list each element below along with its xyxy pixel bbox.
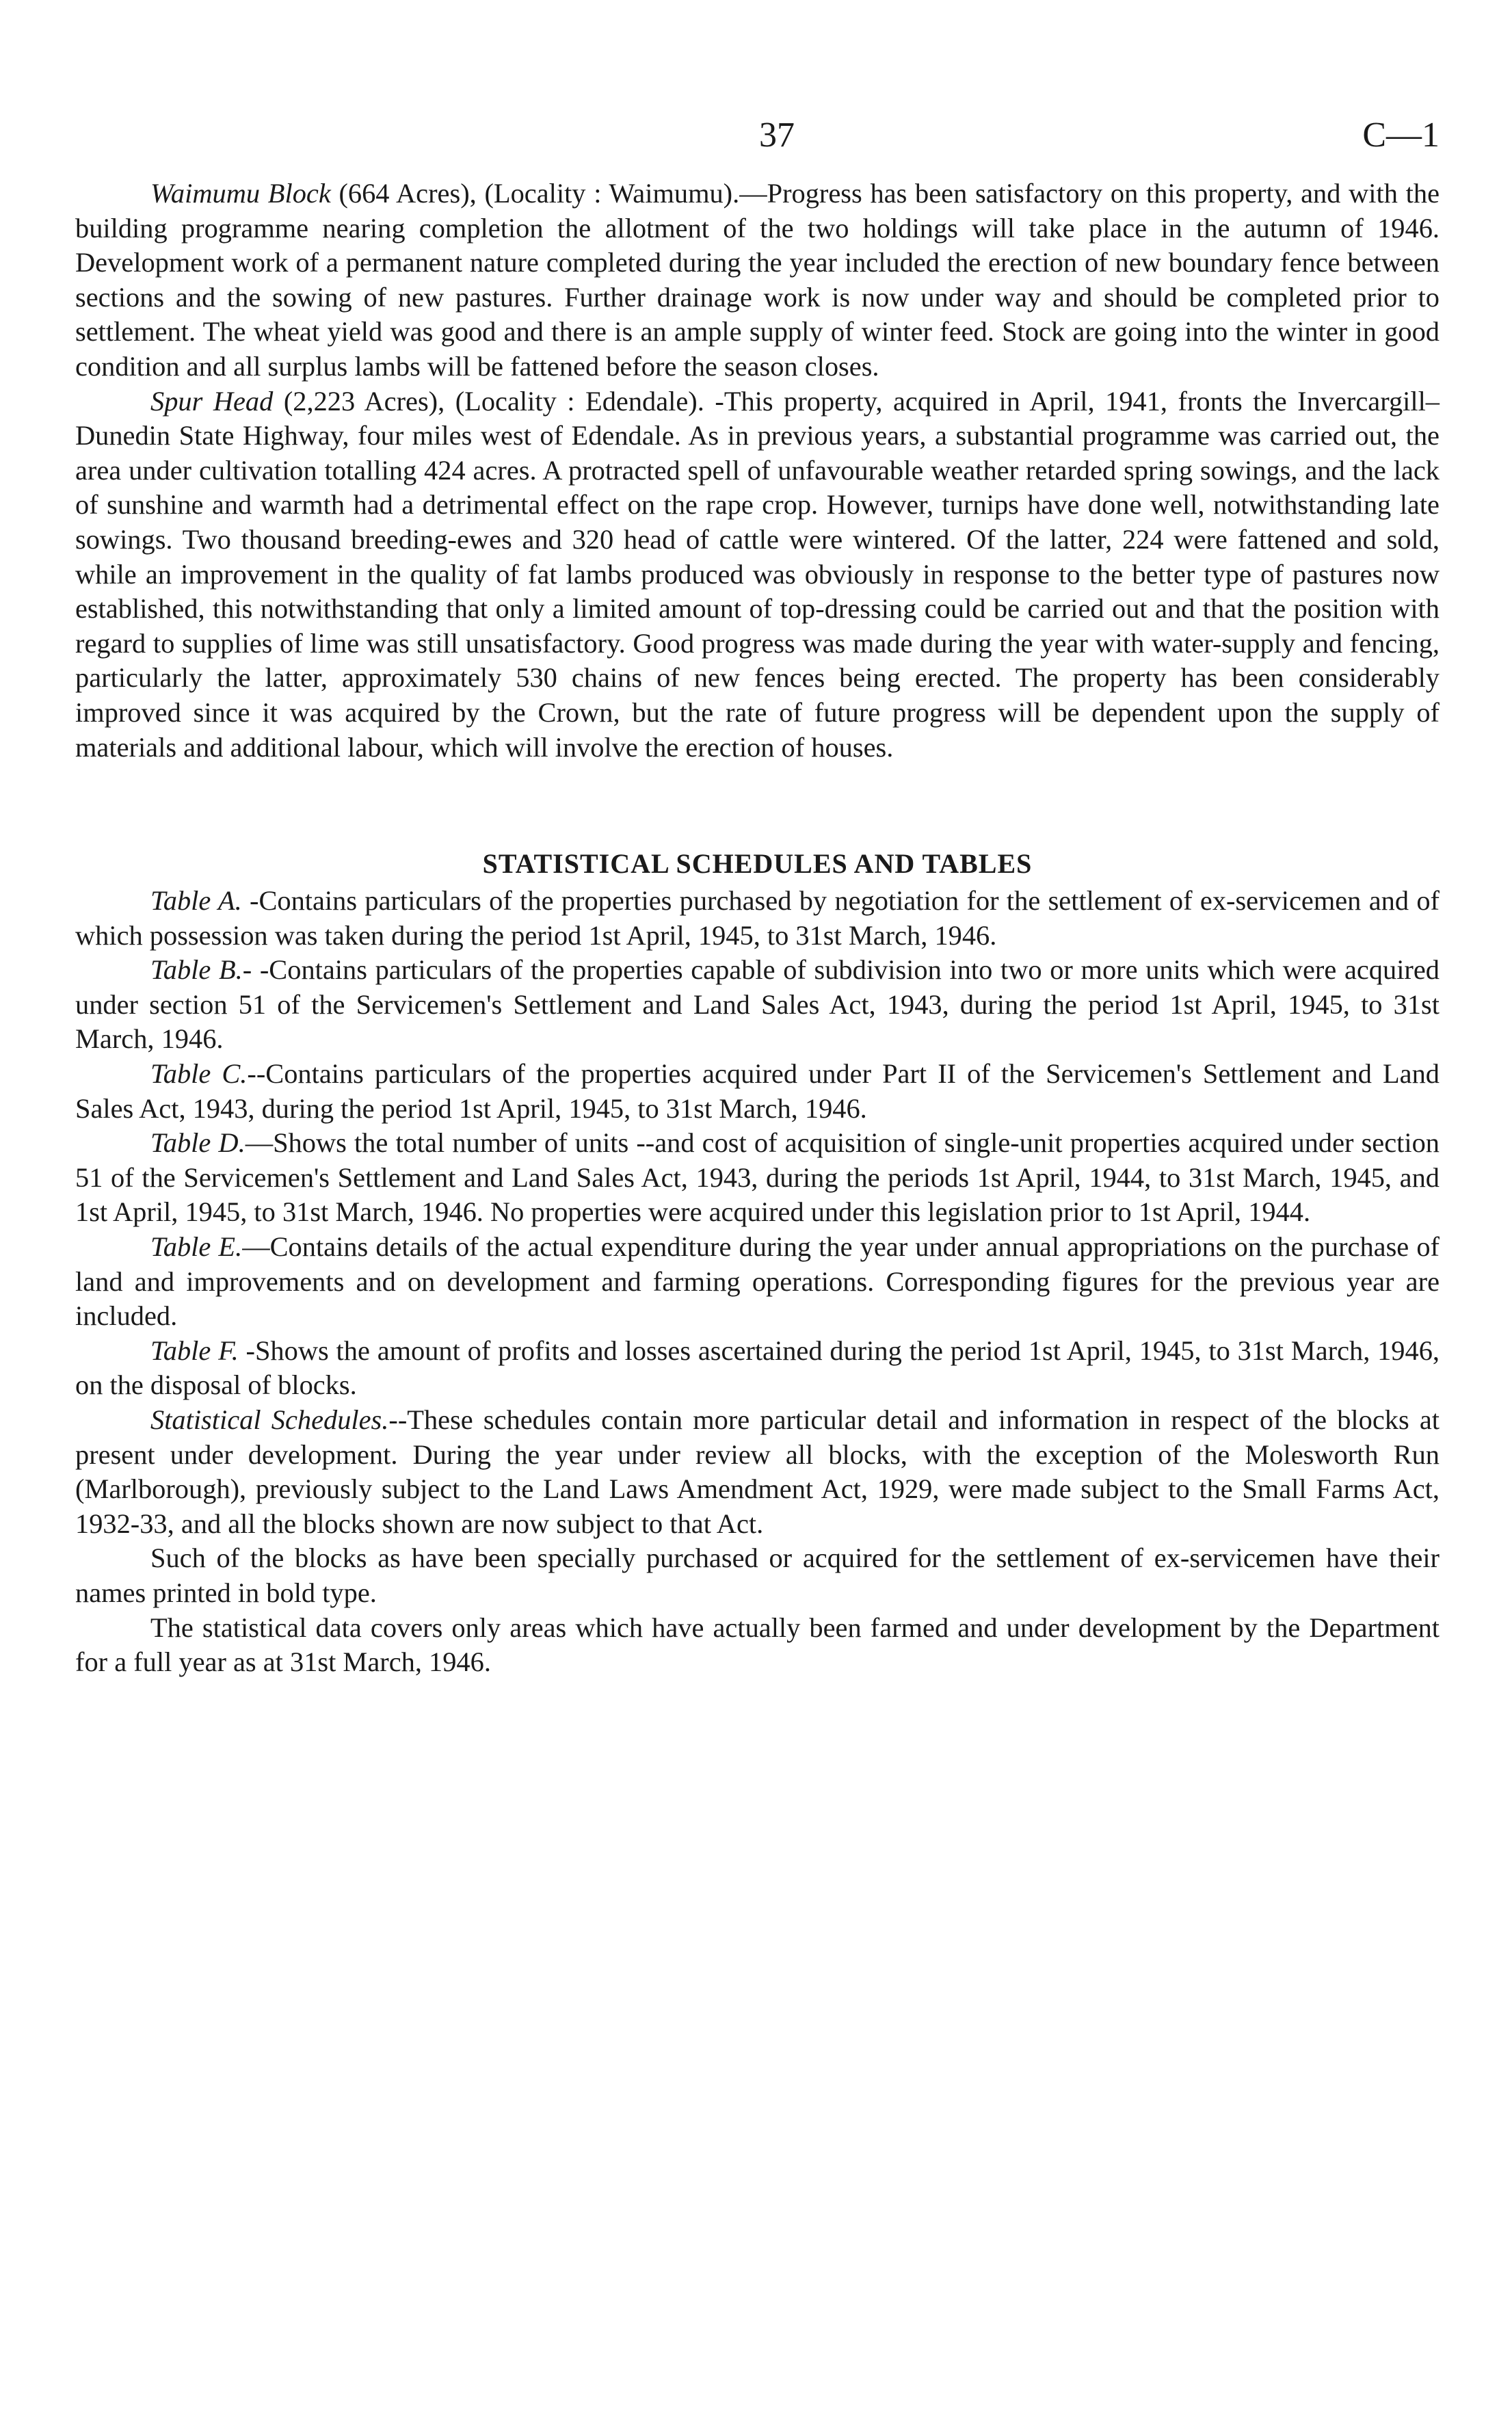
paragraph-statistical-schedules	[75, 1403, 1440, 1541]
paragraph-text: --Contains particulars of the properties acquired under Part II of the Servicemen's Settlement and Land Sales Act, 1943, during the period 1st April, 1945, to 31st March, 1946.	[75, 1058, 1440, 1124]
paragraph-lead: Waimumu Block	[150, 178, 331, 209]
paragraph-text: --These schedules contain more particular detail and information in respect of the blocks at present under development. During the year under review all blocks, with the exception of the Molesworth Run (Marlborough), previously subject to the Land Laws Amendment Act, 1929, were made subject to the Small Farms Act, 1932-33, and all the blocks shown are now subject to that Act.	[75, 1404, 1440, 1539]
paragraph-table-a	[75, 884, 1440, 953]
paragraph-lead: Table F.	[150, 1335, 239, 1366]
paragraph-text: —Contains details of the actual expenditure during the year under annual appropriations on the purchase of land and improvements and on development and farming operations. Corresponding figures for the previous year are included.	[75, 1231, 1440, 1332]
paragraph-text: The statistical data covers only areas which have actually been farmed and under development by the Department for a full year as at 31st March, 1946.	[75, 1612, 1440, 1678]
paragraph-table-f	[75, 1334, 1440, 1403]
paragraph-lead: Spur Head	[150, 385, 274, 417]
section-heading: STATISTICAL SCHEDULES AND TABLES	[482, 848, 1033, 880]
paragraph-lead: Table B.	[150, 954, 243, 986]
paragraph-waimumu-block	[75, 176, 1440, 384]
paragraph-spur-head	[75, 384, 1440, 765]
paragraph-table-b	[75, 953, 1440, 1057]
report-code: C—1	[1362, 116, 1440, 155]
paragraph-text: Such of the blocks as have been specially purchased or acquired for the settlement of ex-servicemen have their names printed in bold type.	[75, 1542, 1440, 1608]
paragraph-text: —Shows the total number of units --and cost of acquisition of single-unit properties acquired under section 51 of the Servicemen's Settlement and Land Sales Act, 1943, during the periods 1st April, 1944, to 31st March, 1945, and 1st April, 1945, to 31st March, 1946. No properties were acquired under this legislation prior to 1st April, 1944.	[75, 1127, 1440, 1228]
paragraph-statistical-data-note	[75, 1611, 1440, 1680]
page-header	[75, 115, 1440, 170]
spacer	[75, 765, 1440, 847]
page-content	[75, 176, 1440, 1680]
paragraph-table-c	[75, 1057, 1440, 1126]
paragraph-table-d	[75, 1126, 1440, 1230]
paragraph-lead: Table A.	[150, 885, 242, 917]
paragraph-lead: Statistical Schedules.	[150, 1404, 389, 1435]
paragraph-lead: Table D.	[150, 1127, 246, 1159]
paragraph-text: (2,223 Acres), (Locality : Edendale). -This property, acquired in April, 1941, fronts the Invercargill–Dunedin State Highway, four miles west of Edendale. As in previous years, a substantial programme was carried out, the area under cultivation totalling 424 acres. A protracted spell of unfavourable weather retarded spring sowings, and the lack of sunshine and warmth had a detrimental effect on the rape crop. However, turnips have done well, notwithstanding late sowings. Two thousand breeding-ewes and 320 head of cattle were wintered. Of the latter, 224 were fattened and sold, while an improvement in the quality of fat lambs produced was obviously in response to the better type of pastures now established, this notwithstanding that only a limited amount of top-dressing could be carried out and that the position with regard to supplies of lime was still unsatisfactory. Good progress was made during the year with water-supply and fencing, particularly the latter, approximately 530 chains of new fences being erected. The property has been considerably improved since it was acquired by the Crown, but the rate of future progress will be dependent upon the supply of materials and additional labour, which will involve the erection of houses.	[75, 385, 1440, 763]
paragraph-text: -Contains particulars of the properties purchased by negotiation for the settlement of ex-servicemen and of which possession was taken during the period 1st April, 1945, to 31st March, 1946.	[75, 885, 1440, 951]
paragraph-lead: Table E.	[150, 1231, 243, 1263]
page-number: 37	[759, 116, 795, 155]
paragraph-bold-type-note	[75, 1541, 1440, 1610]
paragraph-text: (664 Acres), (Locality : Waimumu).—Progress has been satisfactory on this property, and with the building programme nearing completion the allotment of the two holdings will take place in the autumn of 1946. Development work of a permanent nature completed during the year included the erection of new boundary fence between sections and the sowing of new pastures. Further drainage work is now under way and should be completed prior to settlement. The wheat yield was good and there is an ample supply of winter feed. Stock are going into the winter in good condition and all surplus lambs will be fattened before the season closes.	[75, 178, 1440, 382]
paragraph-text: -Shows the amount of profits and losses ascertained during the period 1st April, 1945, to 31st March, 1946, on the disposal of blocks.	[75, 1335, 1440, 1401]
paragraph-lead: Table C.	[150, 1058, 248, 1090]
paragraph-table-e	[75, 1230, 1440, 1334]
paragraph-text: - -Contains particulars of the properties capable of subdivision into two or more units which were acquired under section 51 of the Servicemen's Settlement and Land Sales Act, 1943, during the period 1st April, 1945, to 31st March, 1946.	[75, 954, 1440, 1055]
